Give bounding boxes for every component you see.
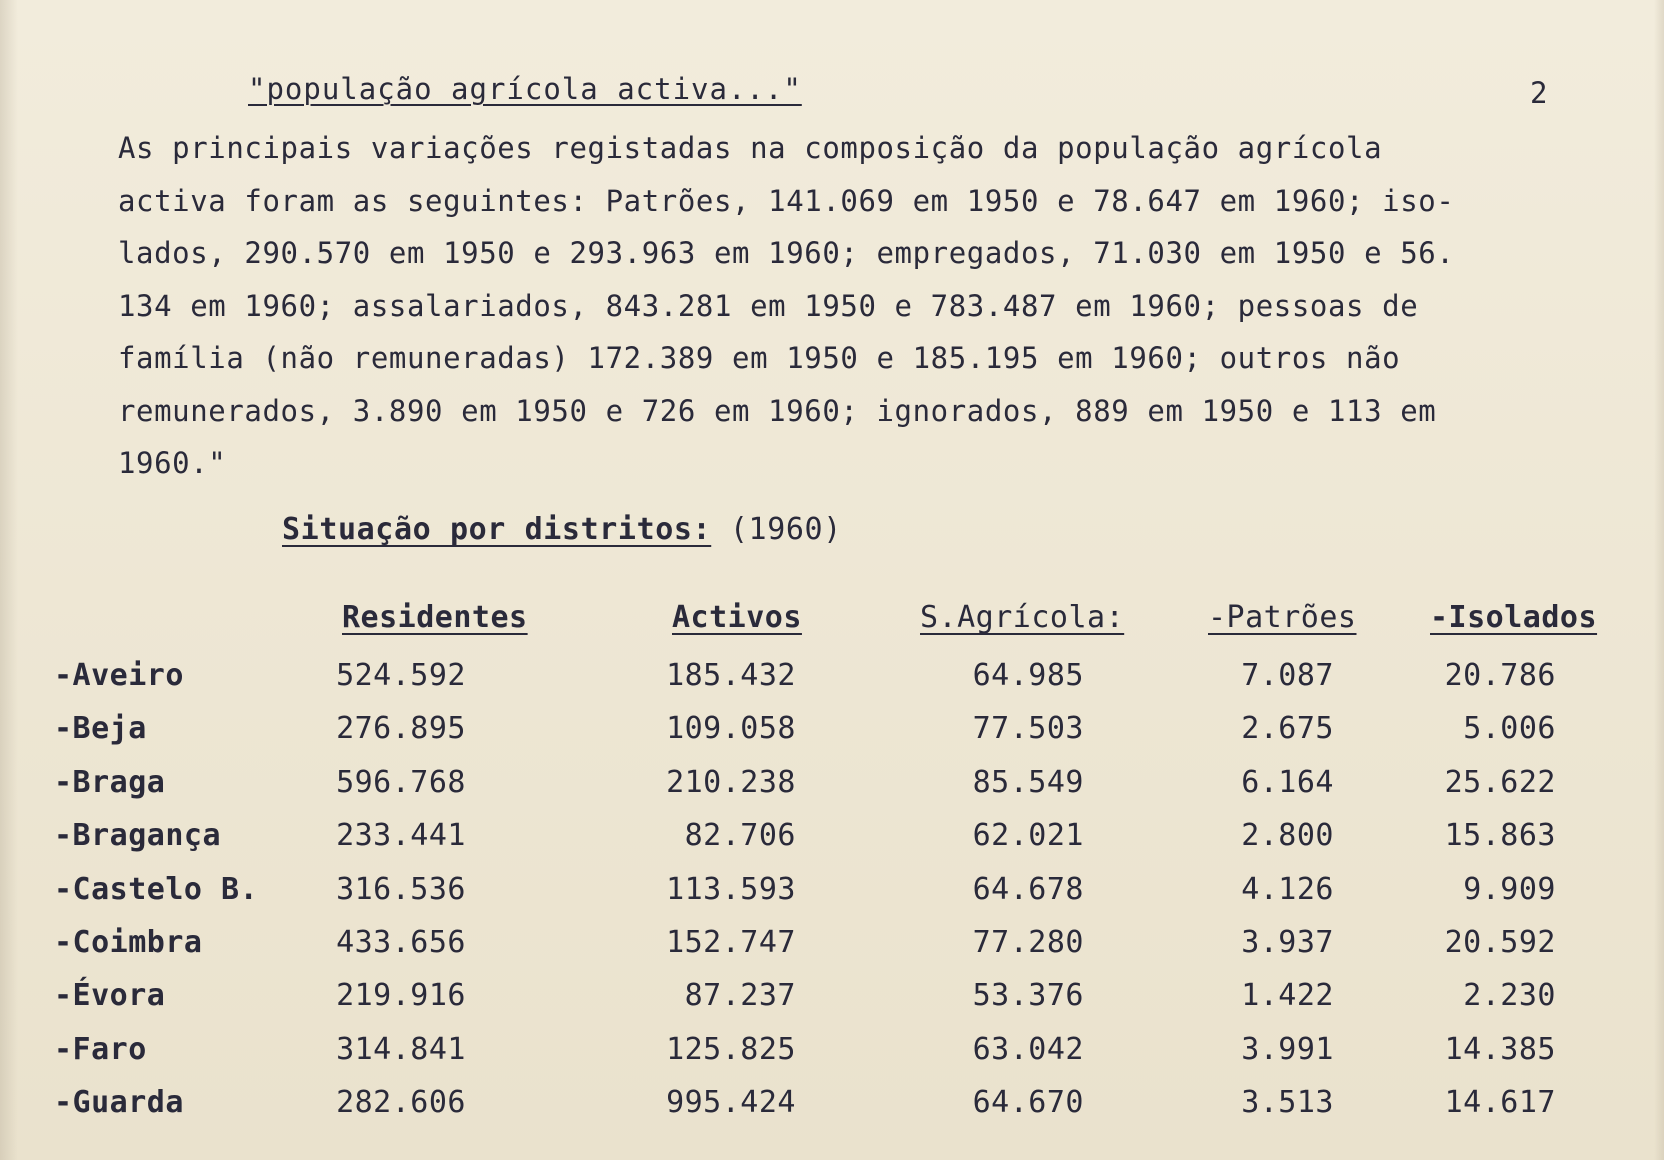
cell-s-agricola: 77.280	[972, 925, 1084, 960]
cell-patroes: 1.422	[1241, 978, 1334, 1014]
cell-s-agricola: 63.042	[972, 1031, 1084, 1067]
paragraph-line: família (não remuneradas) 172.389 em 1950 e 185.195 em 1960; outros não	[118, 341, 1401, 375]
column-header-isolados: -Isolados	[1430, 600, 1598, 635]
page-number: 2	[1530, 76, 1548, 110]
cell-activos: 87.237	[684, 978, 796, 1014]
table-row	[0, 978, 1664, 1028]
cell-residentes: 219.916	[336, 978, 466, 1014]
cell-residentes: 282.606	[336, 1085, 466, 1121]
cell-residentes: 524.592	[336, 658, 466, 693]
table-row	[0, 658, 1664, 708]
cell-s-agricola: 77.503	[972, 711, 1084, 747]
cell-activos: 109.058	[666, 711, 796, 747]
cell-s-agricola: 53.376	[972, 978, 1084, 1014]
table-row	[0, 1085, 1664, 1135]
table-row	[0, 872, 1664, 922]
cell-patroes: 4.126	[1241, 871, 1334, 907]
heading-text: "população agrícola activa..."	[248, 72, 802, 106]
district-name: -Aveiro	[54, 658, 184, 693]
cell-patroes: 2.800	[1241, 818, 1334, 854]
cell-activos: 113.593	[666, 871, 796, 907]
table-row	[0, 1032, 1664, 1082]
cell-isolados: 2.230	[1463, 978, 1556, 1014]
cell-s-agricola: 62.021	[972, 818, 1084, 854]
body-paragraph	[118, 122, 1638, 490]
cell-residentes: 596.768	[336, 764, 466, 800]
district-name: -Évora	[54, 978, 166, 1014]
cell-s-agricola: 64.678	[972, 871, 1084, 907]
paragraph-line: activa foram as seguintes: Patrões, 141.069 em 1950 e 78.647 em 1960; iso-	[118, 183, 1455, 218]
cell-patroes: 3.937	[1241, 925, 1334, 960]
district-name: -Coimbra	[54, 925, 203, 960]
cell-activos: 995.424	[666, 1085, 796, 1121]
cell-residentes: 316.536	[336, 871, 466, 907]
cell-patroes: 7.087	[1241, 658, 1334, 693]
cell-isolados: 14.617	[1444, 1085, 1556, 1121]
district-name: -Faro	[54, 1031, 147, 1067]
paragraph-line: remunerados, 3.890 em 1950 e 726 em 1960; ignorados, 889 em 1950 e 113 em	[118, 393, 1437, 428]
cell-patroes: 3.513	[1241, 1085, 1334, 1121]
table-row	[0, 925, 1664, 975]
district-name: -Braga	[54, 764, 166, 800]
cell-residentes: 314.841	[336, 1031, 466, 1067]
cell-isolados: 9.909	[1463, 871, 1556, 907]
cell-activos: 125.825	[666, 1031, 796, 1067]
cell-isolados: 15.863	[1444, 818, 1556, 854]
cell-s-agricola: 85.549	[972, 764, 1084, 800]
paragraph-line: 134 em 1960; assalariados, 843.281 em 1950 e 783.487 em 1960; pessoas de	[118, 288, 1419, 323]
paragraph-line: 1960."	[118, 446, 227, 480]
section-title	[282, 512, 842, 547]
district-name: -Bragança	[54, 818, 222, 854]
column-header-patroes: -Patrões	[1208, 600, 1357, 635]
cell-residentes: 233.441	[336, 818, 466, 854]
section-year: (1960)	[729, 512, 842, 547]
cell-patroes: 3.991	[1241, 1031, 1334, 1067]
cell-activos: 82.706	[684, 818, 796, 854]
table-row	[0, 711, 1664, 761]
cell-patroes: 2.675	[1241, 711, 1334, 747]
quoted-heading	[248, 72, 802, 106]
table-row	[0, 765, 1664, 815]
section-title-text: Situação por distritos:	[282, 512, 712, 547]
paragraph-line: As principais variações registadas na composição da população agrícola	[118, 131, 1383, 165]
district-name: -Castelo B.	[54, 871, 259, 907]
district-name: -Guarda	[54, 1085, 184, 1121]
cell-residentes: 276.895	[336, 711, 466, 747]
cell-activos: 210.238	[666, 764, 796, 800]
cell-isolados: 25.622	[1444, 764, 1556, 800]
paragraph-line: lados, 290.570 em 1950 e 293.963 em 1960; empregados, 71.030 em 1950 e 56.	[118, 236, 1455, 270]
cell-residentes: 433.656	[336, 925, 466, 960]
cell-isolados: 14.385	[1444, 1031, 1556, 1067]
column-header-activos: Activos	[672, 600, 802, 635]
district-name: -Beja	[54, 711, 147, 747]
cell-activos: 185.432	[666, 658, 796, 693]
cell-s-agricola: 64.670	[972, 1085, 1084, 1121]
cell-s-agricola: 64.985	[972, 658, 1084, 693]
column-header-s-agricola: S.Agrícola:	[920, 600, 1125, 635]
table-row	[0, 818, 1664, 868]
cell-patroes: 6.164	[1241, 764, 1334, 800]
column-header-residentes: Residentes	[342, 600, 528, 635]
cell-isolados: 20.786	[1444, 658, 1556, 693]
cell-isolados: 5.006	[1463, 711, 1556, 747]
cell-activos: 152.747	[666, 925, 796, 960]
cell-isolados: 20.592	[1444, 925, 1556, 960]
